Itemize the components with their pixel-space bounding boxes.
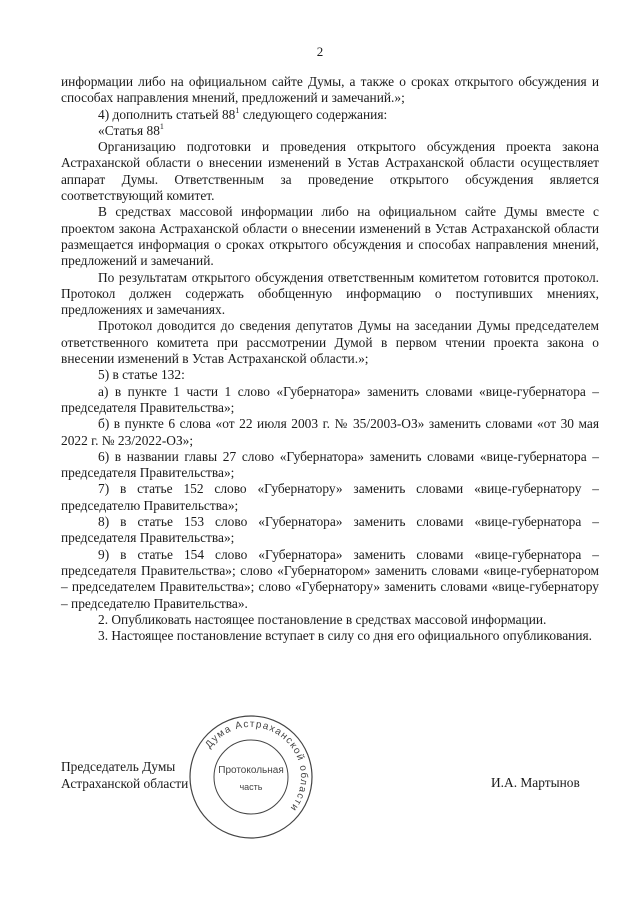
paragraph: 7) в статье 152 слово «Губернатору» заменить словами «вице-губернатору – председателю Правительства»; xyxy=(61,481,599,513)
official-stamp xyxy=(187,712,315,842)
paragraph: 2. Опубликовать настоящее постановление в средствах массовой информации. xyxy=(98,611,547,627)
superscript: 1 xyxy=(159,121,164,131)
paragraph: 6) в названии главы 27 слово «Губернатора» заменить словами «вице-губернатора – председателя Правительства»; xyxy=(61,448,599,481)
signatory-title-line: Астраханской области xyxy=(61,776,189,791)
signatory-title-line: Председатель Думы xyxy=(61,759,176,774)
paragraph: В средствах массовой информации либо на официальном сайте Думы вместе с проектом закона Астраханской области о внесении изменений в Устав Астраханской области размещается информация о сроках открытого обсуждения и способах направления мнений, предложений и замечаний. xyxy=(61,204,599,269)
paragraph-text: информации либо на официальном сайте Думы, а также о сроках открытого обсуждения и способах направления мнений, предложений и замечаний.»; xyxy=(61,74,599,106)
paragraph xyxy=(61,107,599,123)
paragraph: 5) в статье 132: xyxy=(98,367,185,383)
stamp-center-text: часть xyxy=(239,782,263,792)
stamp-center-text: Протокольная xyxy=(218,765,284,776)
paragraph: 8) в статье 153 слово «Губернатора» заменить словами «вице-губернатора – председателя Правительства»; xyxy=(61,514,599,546)
paragraph: 3. Настоящее постановление вступает в силу со дня его официального опубликования. xyxy=(98,628,592,644)
stamp-inner-ring xyxy=(214,740,288,814)
stamp-ring-text: Дума Астраханской области xyxy=(203,718,310,814)
paragraph: 9) в статье 154 слово «Губернатора» заменить словами «вице-губернатора – председателя Правительства»; слово «Губернатором» заменить словами «вице-губернатором – председателем Правительства»; слово «Губернатору» заменить словами «вице-губернатору – председателю Правительства». xyxy=(61,546,599,611)
paragraph: а) в пункте 1 части 1 слово «Губернатора» заменить словами «вице-губернатора – председателя Правительства»; xyxy=(61,383,599,415)
page-number: 2 xyxy=(316,44,324,59)
article-heading xyxy=(61,123,599,139)
signatory-title xyxy=(61,758,188,792)
paragraph xyxy=(61,74,599,107)
signatory-name: И.А. Мартынов xyxy=(491,775,580,790)
paragraph-text: «Статья 88 xyxy=(98,122,160,138)
paragraph: Протокол доводится до сведения депутатов Думы на заседании Думы председателем ответственного комитета при рассмотрении Думой в первом чтении проекта закона о внесении изменений в Устав Астраханской области.»; xyxy=(61,318,599,367)
paragraph: Организацию подготовки и проведения открытого обсуждения проекта закона Астраханской области о внесении изменений в Устав Астраханской области осуществляет аппарат Думы. Ответственным за проведение открытого обсуждения является соответствующий комитет. xyxy=(61,139,599,204)
paragraph: По результатам открытого обсуждения ответственным комитетом готовится протокол. Протокол должен содержать обобщенную информацию о поступивших мнениях, предложениях и замечаниях. xyxy=(61,269,599,318)
paragraph-text: 4) дополнить статьей 88 xyxy=(98,106,236,122)
document-body xyxy=(61,74,599,644)
stamp-outer-ring xyxy=(190,716,312,838)
paragraph-text-after: следующего содержания: xyxy=(239,106,388,122)
paragraph: б) в пункте 6 слова «от 22 июля 2003 г. № 35/2003-ОЗ» заменить словами «от 30 мая 2022 г. № 23/2022-ОЗ»; xyxy=(61,416,599,448)
superscript: 1 xyxy=(235,105,240,115)
